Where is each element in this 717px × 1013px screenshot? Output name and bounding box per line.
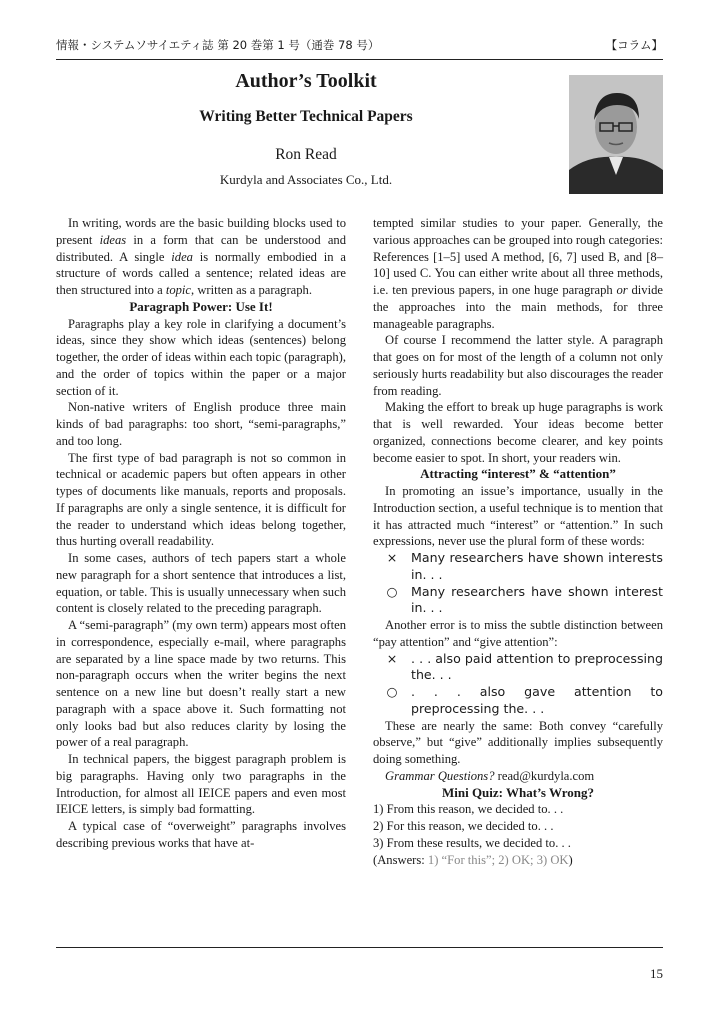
example-correct: ○ . . . also gave attention to preprocessing the. . . <box>373 684 663 718</box>
page-number: 15 <box>650 966 663 981</box>
quiz-item: 1) From this reason, we decided to. . . <box>373 802 564 817</box>
paragraph: Of course I recommend the latter style. A paragraph that goes on for most of the length of a column not only seriously hurts readability but also discourages the reader from reading. <box>373 333 663 398</box>
author-portrait-image <box>569 75 663 194</box>
paragraph: In promoting an issue’s importance, usually in the Introduction section, a useful technique is to mention that it has attracted much “interest” or “attention.” In such expressions, never use the plural form of these words: <box>373 484 663 549</box>
quiz-answers: (Answers: 1) “For this”; 2) OK; 3) OK) <box>373 852 573 867</box>
grammar-contact: Grammar Questions? read@kurdyla.com <box>385 768 595 783</box>
contact-email: read@kurdyla.com <box>494 768 595 783</box>
section-label: 【コラム】 <box>605 38 663 52</box>
section-heading: Mini Quiz: What’s Wrong? <box>441 784 595 800</box>
paragraph: The first type of bad paragraph is not so common in technical or academic papers but often appears in other types of documents like manuals, reports and proposals. If paragraphs are only a single sentence, it is difficult for the reader to understand which ideas belong together, thus hurting overall readability. <box>56 450 346 549</box>
circle-mark-icon: ○ <box>386 583 398 599</box>
example-incorrect: × Many researchers have shown interests in. . . <box>373 550 663 584</box>
paragraph: Paragraphs play a key role in clarifying a document’s ideas, since they show which ideas (sentences) belong together, the order of ideas within each topic (paragraph), and the order of topics within the paper or a major section of it. <box>56 316 346 398</box>
author-name: Ron Read <box>275 146 337 163</box>
author-photo <box>569 75 663 194</box>
paragraph: In writing, words are the basic building blocks used to present ideas in a form that can be understood and distributed. A single idea is normally embodied in a structure of words called a sentence; related ideas are then structured into a topic, written as a paragraph. <box>56 216 347 297</box>
example-incorrect: × . . . also paid attention to preprocessing the. . . <box>373 651 663 685</box>
article-subtitle: Writing Better Technical Papers <box>199 108 413 125</box>
cross-mark-icon: × <box>386 550 398 565</box>
paragraph: A typical case of “overweight” paragraphs involves describing previous works that have at- <box>56 819 346 850</box>
article-title: Author’s Toolkit <box>235 70 377 92</box>
right-column <box>373 215 663 868</box>
paragraph: These are nearly the same: Both convey “carefully observe,” but “give” additionally implies subsequently doing something. <box>373 718 663 766</box>
paragraph: Another error is to miss the subtle distinction between “pay attention” and “give attention”: <box>373 618 663 649</box>
circle-mark-icon: ○ <box>386 684 398 699</box>
title-block <box>56 70 556 190</box>
journal-citation: 情報・システムソサイエティ誌 第 20 巻第 1 号（通巻 78 号） <box>56 38 380 52</box>
footer-rule <box>56 947 663 948</box>
author-affiliation: Kurdyla and Associates Co., Ltd. <box>219 172 393 187</box>
left-column <box>56 215 346 852</box>
section-heading: Attracting “interest” & “attention” <box>420 466 616 482</box>
paragraph: In some cases, authors of tech papers start a whole new paragraph for a short sentence that introduces a list, equation, or table. This is usually unnecessary when such content is closely related to the preceding paragraph. <box>56 551 346 616</box>
example-correct: ○ Many researchers have shown interest in. . . <box>373 584 663 618</box>
paragraph: A “semi-paragraph” (my own term) appears most often in correspondence, especially e-mail, where paragraphs are separated by a line space made by two returns. This non-paragraph occurs when the writer begins the next sentence on a new line but doesn’t really start a new paragraph with a space above it. Such formatting not only looks bad but also reduces clarity by losing the power of a real paragraph. <box>56 618 347 750</box>
cross-mark-icon: × <box>386 650 398 666</box>
quiz-item: 3) From these results, we decided to. . . <box>373 835 571 850</box>
paragraph: tempted similar studies to your paper. Generally, the various approaches can be grouped into rough categories: References [1–5] used A method, [6, 7] used B, and [8–10] used C. You can either write about all three methods, i.e. ten previous papers, in one huge paragraph or divide the approaches into the main methods, for three manageable paragraphs. <box>373 216 663 331</box>
section-heading: Paragraph Power: Use It! <box>129 298 273 314</box>
paragraph: Making the effort to break up huge paragraphs is work that is well rewarded. Your ideas become better organized, connections become clearer, and key points become easier to spot. In short, your readers win. <box>373 400 663 465</box>
running-header <box>56 37 663 60</box>
quiz-item: 2) For this reason, we decided to. . . <box>373 819 554 833</box>
paragraph: Non-native writers of English produce three main kinds of bad paragraphs: too short, “semi-paragraphs,” and too long. <box>56 400 346 448</box>
paragraph: In technical papers, the biggest paragraph problem is big paragraphs. Having only two paragraphs in the Introduction, for almost all IEICE papers and even most IEICE letters, is simply bad formatting. <box>56 752 346 817</box>
